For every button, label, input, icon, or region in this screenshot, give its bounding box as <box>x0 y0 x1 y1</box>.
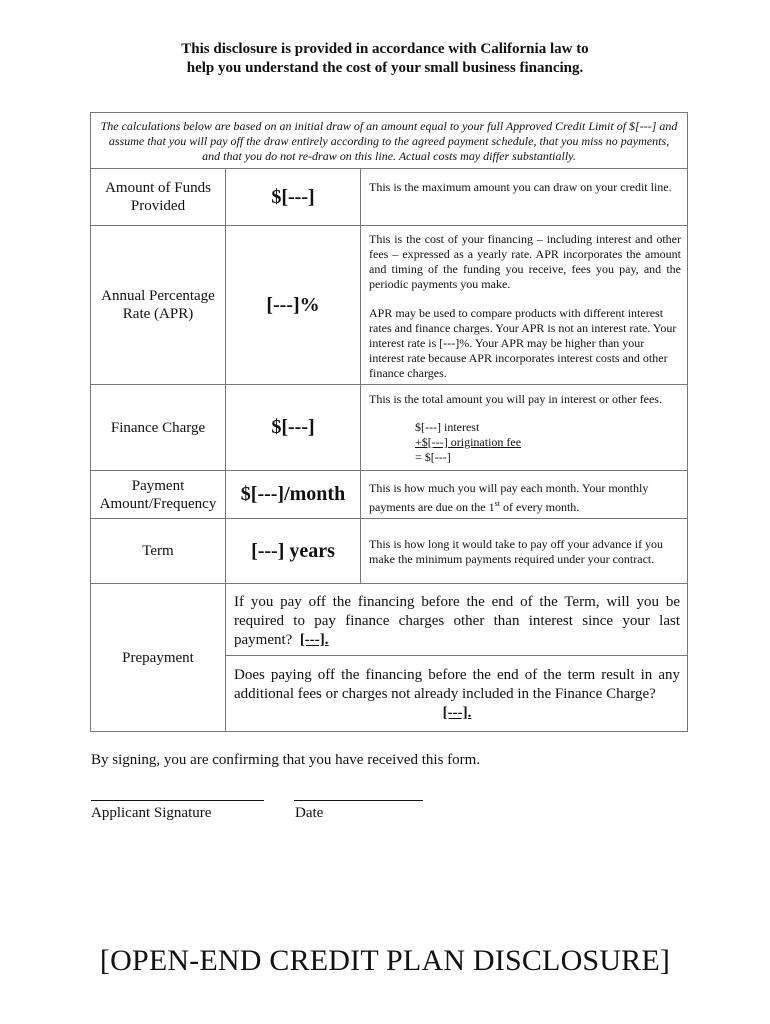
prepayment-answer-2: [---]. <box>442 705 472 721</box>
header-line-2: help you understand the cost of your small business financing. <box>186 60 584 76</box>
prepayment-question-1: If you pay off the financing before the end of the Term, will you be required to pay finance charges other than interest since your last payment? [---]. <box>226 584 687 656</box>
apr-label: Annual Percentage Rate (APR) <box>91 226 226 384</box>
row-amount <box>91 169 687 226</box>
payment-description-text: This is how much you will pay each month. Your monthly payments are due on the 1 <box>369 481 649 514</box>
term-value: [---] years <box>226 519 361 583</box>
amount-value: $[---] <box>226 169 361 225</box>
term-label: Term <box>91 519 226 583</box>
finance-interest: $[---] interest <box>415 420 480 434</box>
disclosure-table <box>90 112 688 732</box>
row-prepayment <box>91 584 687 731</box>
payment-value: $[---]/month <box>226 471 361 518</box>
date-line[interactable] <box>294 800 423 801</box>
signature-line[interactable] <box>91 800 264 801</box>
amount-description: This is the maximum amount you can draw on your credit line. <box>369 180 672 194</box>
date-label: Date <box>295 805 324 821</box>
payment-label: Payment Amount/Frequency <box>91 471 226 518</box>
intro-note: The calculations below are based on an initial draw of an amount equal to your full Approved Credit Limit of $[---] and assume that you will pay off the draw entirely according to the agreed payment schedule, that you miss no payments, and that you do not re-draw on this line. Actual costs may differ substantially. <box>91 113 687 169</box>
prepayment-questions <box>226 584 687 731</box>
row-apr <box>91 226 687 385</box>
apr-value: [---]% <box>226 226 361 384</box>
amount-label: Amount of Funds Provided <box>91 169 226 225</box>
row-term <box>91 519 687 584</box>
finance-origination: +$[---] origination fee <box>415 435 522 449</box>
payment-description-end: of every month. <box>499 500 580 514</box>
finance-value: $[---] <box>226 385 361 470</box>
prepayment-label: Prepayment <box>91 584 226 731</box>
payment-ordinal: st <box>494 499 500 508</box>
document-title: [OPEN-END CREDIT PLAN DISCLOSURE] <box>99 944 671 977</box>
apr-description-2: APR may be used to compare products with different interest rates and finance charges. Your APR is not an interest rate. Your interest rate is [---]%. Your APR may be higher than your interest rate because APR incorporates interest costs and other finance charges. <box>369 306 677 380</box>
row-payment <box>91 471 687 519</box>
finance-description <box>361 385 687 470</box>
prepayment-question-2: Does paying off the financing before the end of the term result in any additional fees or charges not already included in the Finance Charge? [---]. <box>234 667 680 721</box>
term-description: This is how long it would take to pay off your advance if you make the minimum payments required under your contract. <box>369 537 664 566</box>
payment-description <box>361 471 687 518</box>
signing-statement: By signing, you are confirming that you have received this form. <box>91 752 481 768</box>
finance-label: Finance Charge <box>91 385 226 470</box>
disclosure-header <box>0 40 770 78</box>
header-line-1: This disclosure is provided in accordance with California law to <box>181 41 589 57</box>
finance-total: = $[---] <box>415 450 451 464</box>
signature-label: Applicant Signature <box>91 805 212 821</box>
apr-description <box>361 226 687 384</box>
prepayment-answer-1: [---]. <box>299 632 329 648</box>
apr-description-1: This is the cost of your financing – including interest and other fees – expressed as a yearly rate. APR incorporates the amount and timing of the funding you receive, fees you pay, and the periodic payments you make. <box>369 232 681 291</box>
finance-description-text: This is the total amount you will pay in interest or other fees. <box>369 392 662 406</box>
finance-breakdown <box>369 420 681 465</box>
row-finance-charge <box>91 385 687 471</box>
